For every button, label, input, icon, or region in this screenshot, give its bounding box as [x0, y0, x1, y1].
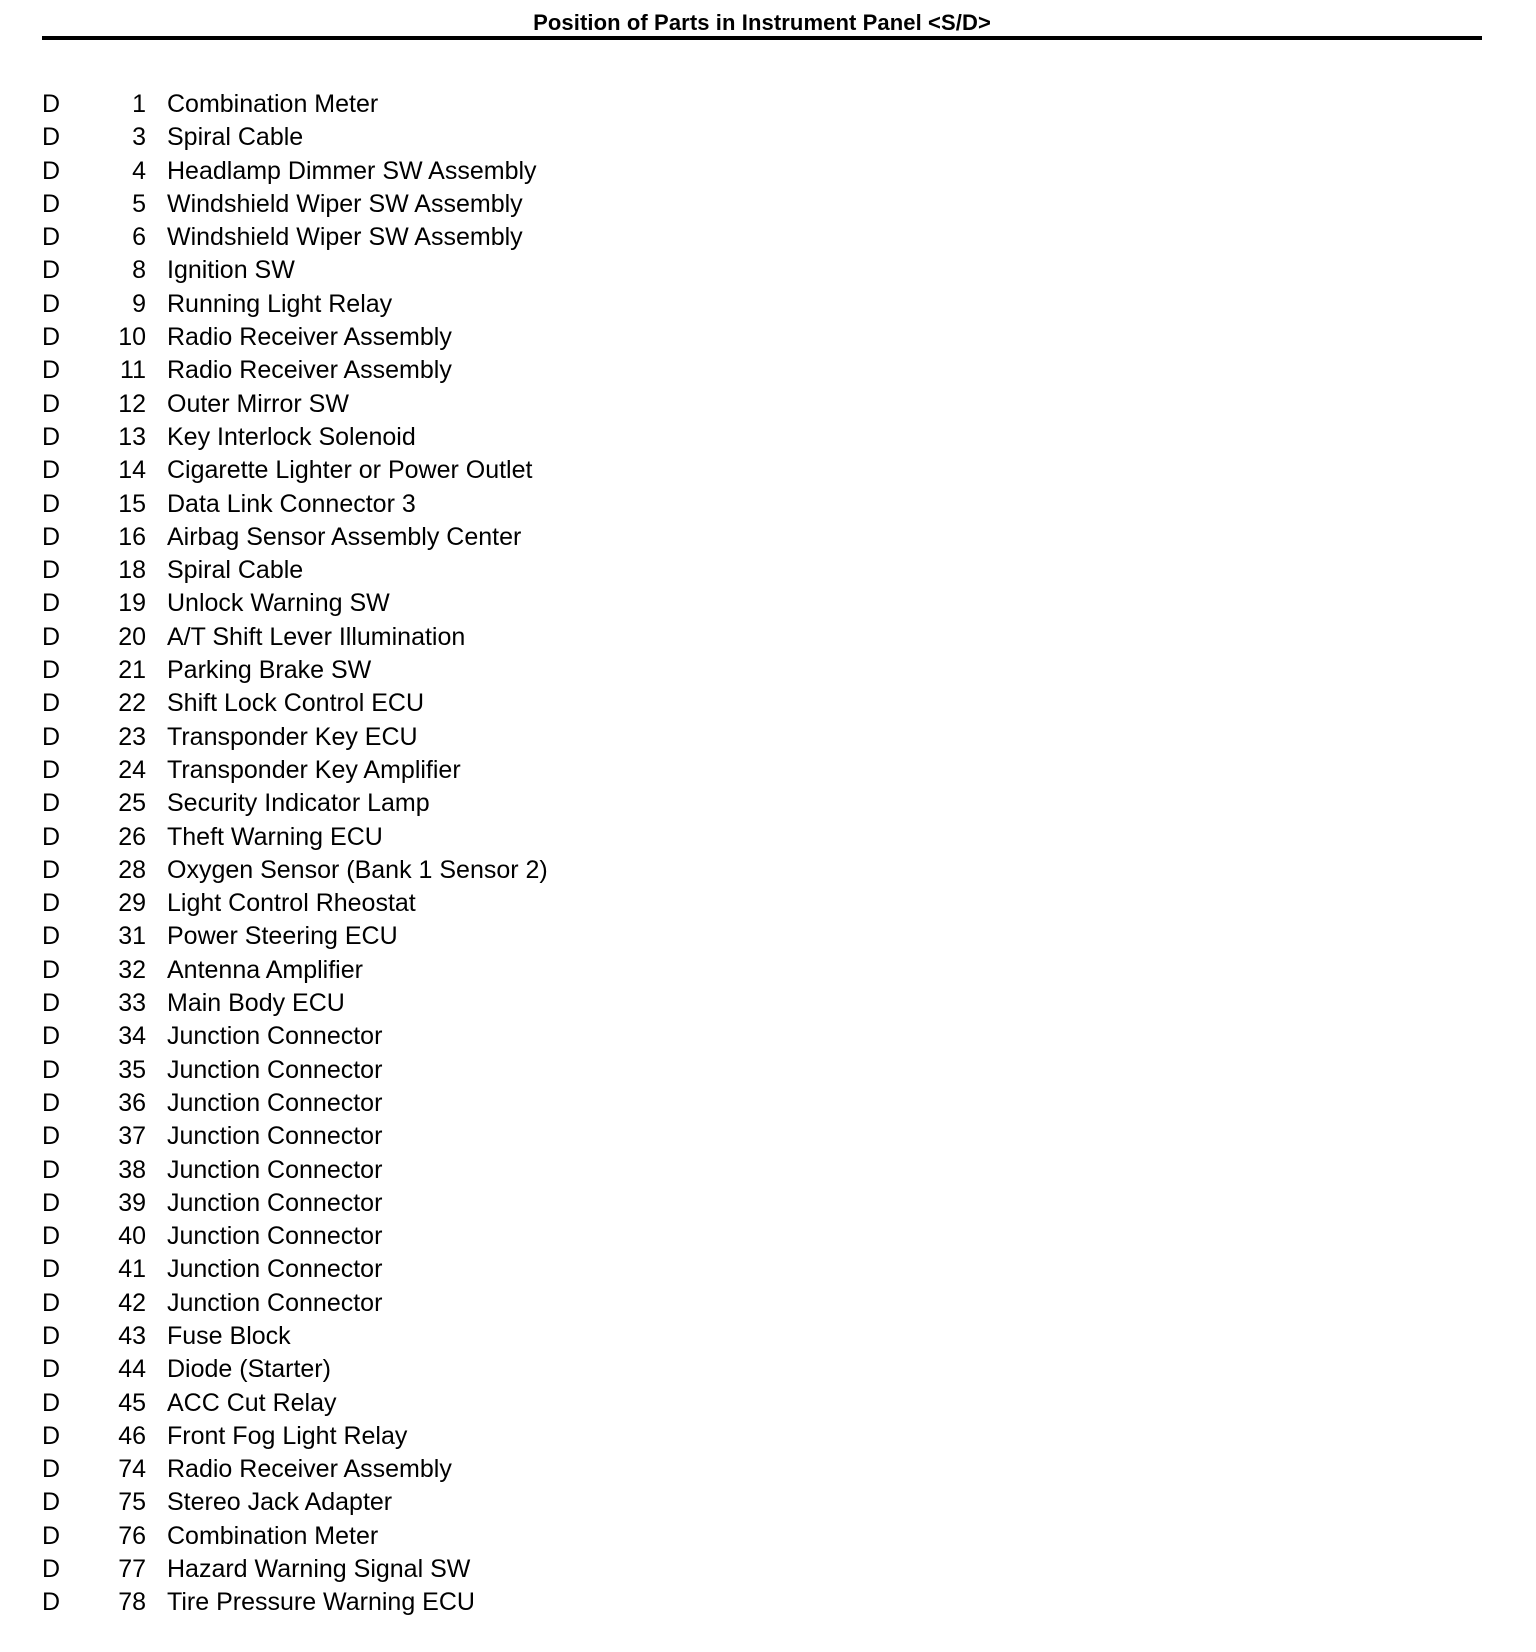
part-prefix: D — [42, 1488, 61, 1517]
part-number: 24 — [118, 755, 146, 784]
part-name: Power Steering ECU — [167, 922, 398, 951]
part-number: 38 — [118, 1155, 146, 1184]
part-prefix: D — [42, 1355, 61, 1384]
part-name: Tire Pressure Warning ECU — [167, 1588, 475, 1617]
part-row — [42, 1486, 842, 1519]
part-number: 12 — [118, 389, 146, 418]
part-row — [42, 654, 842, 687]
part-number: 45 — [118, 1388, 146, 1417]
part-prefix: D — [42, 1455, 61, 1484]
part-prefix: D — [42, 789, 61, 818]
part-prefix: D — [42, 889, 61, 918]
part-prefix: D — [42, 989, 61, 1018]
part-prefix: D — [42, 123, 61, 152]
part-number: 33 — [118, 989, 146, 1018]
part-number: 19 — [118, 589, 146, 618]
part-name: Junction Connector — [167, 1155, 383, 1184]
part-name: Running Light Relay — [167, 289, 393, 318]
part-number: 22 — [118, 689, 146, 718]
part-name: Light Control Rheostat — [167, 889, 416, 918]
part-number: 74 — [118, 1455, 146, 1484]
part-name: Fuse Block — [167, 1321, 291, 1350]
part-number: 6 — [132, 223, 146, 252]
part-number: 77 — [118, 1555, 146, 1584]
part-row — [42, 421, 842, 454]
part-name: Antenna Amplifier — [167, 955, 363, 984]
part-row — [42, 1287, 842, 1320]
part-number: 20 — [118, 622, 146, 651]
part-name: Junction Connector — [167, 1055, 383, 1084]
part-name: Junction Connector — [167, 1188, 383, 1217]
part-prefix: D — [42, 90, 61, 118]
part-number: 4 — [132, 156, 146, 185]
title-rule — [42, 36, 1482, 40]
part-name: Windshield Wiper SW Assembly — [167, 223, 523, 252]
part-name: Data Link Connector 3 — [167, 489, 416, 518]
part-row — [42, 1020, 842, 1053]
part-row — [42, 488, 842, 521]
part-row — [42, 254, 842, 287]
part-prefix: D — [42, 722, 61, 751]
part-name: Junction Connector — [167, 1222, 383, 1251]
part-name: Hazard Warning Signal SW — [167, 1555, 471, 1584]
part-number: 23 — [118, 722, 146, 751]
part-name: Transponder Key ECU — [167, 722, 418, 751]
page-header — [42, 0, 1482, 40]
part-name: Outer Mirror SW — [167, 389, 349, 418]
part-name: Junction Connector — [167, 1255, 383, 1284]
part-prefix: D — [42, 1055, 61, 1084]
part-prefix: D — [42, 1288, 61, 1317]
part-row — [42, 1520, 842, 1553]
part-name: Windshield Wiper SW Assembly — [167, 189, 523, 218]
part-name: Cigarette Lighter or Power Outlet — [167, 456, 533, 485]
part-row — [42, 621, 842, 654]
part-row — [42, 155, 842, 188]
part-prefix: D — [42, 822, 61, 851]
part-prefix: D — [42, 1122, 61, 1151]
part-row — [42, 1187, 842, 1220]
part-number: 8 — [132, 256, 146, 285]
part-name: Combination Meter — [167, 1521, 379, 1550]
part-prefix: D — [42, 522, 61, 551]
part-number: 13 — [118, 422, 146, 451]
part-prefix: D — [42, 1255, 61, 1284]
part-row — [42, 288, 842, 321]
part-prefix: D — [42, 855, 61, 884]
part-number: 26 — [118, 822, 146, 851]
part-name: Front Fog Light Relay — [167, 1421, 408, 1450]
part-number: 40 — [118, 1222, 146, 1251]
part-row — [42, 987, 842, 1020]
part-prefix: D — [42, 1388, 61, 1417]
part-number: 75 — [118, 1488, 146, 1517]
part-row — [42, 721, 842, 754]
part-prefix: D — [42, 955, 61, 984]
part-number: 31 — [118, 922, 146, 951]
part-prefix: D — [42, 1521, 61, 1550]
part-name: Shift Lock Control ECU — [167, 689, 425, 718]
part-prefix: D — [42, 656, 61, 685]
part-name: Key Interlock Solenoid — [167, 422, 416, 451]
part-name: Junction Connector — [167, 1022, 383, 1051]
part-row — [42, 1220, 842, 1253]
part-prefix: D — [42, 1421, 61, 1450]
part-row — [42, 920, 842, 953]
part-number: 15 — [118, 489, 146, 518]
part-name: Junction Connector — [167, 1288, 383, 1317]
part-prefix: D — [42, 1188, 61, 1217]
part-row — [42, 887, 842, 920]
part-name: Oxygen Sensor (Bank 1 Sensor 2) — [167, 855, 548, 884]
part-prefix: D — [42, 422, 61, 451]
part-prefix: D — [42, 1022, 61, 1051]
part-row — [42, 587, 842, 620]
part-name: Parking Brake SW — [167, 656, 372, 685]
part-number: 28 — [118, 855, 146, 884]
part-prefix: D — [42, 323, 61, 352]
part-prefix: D — [42, 489, 61, 518]
part-number: 16 — [118, 522, 146, 551]
part-prefix: D — [42, 1155, 61, 1184]
part-row — [42, 1253, 842, 1286]
part-number: 35 — [118, 1055, 146, 1084]
part-row — [42, 1420, 842, 1453]
part-row — [42, 1120, 842, 1153]
part-name: Airbag Sensor Assembly Center — [167, 522, 522, 551]
part-row — [42, 121, 842, 154]
page-title: Position of Parts in Instrument Panel <S/D> — [533, 10, 991, 35]
part-prefix: D — [42, 922, 61, 951]
part-row — [42, 554, 842, 587]
part-prefix: D — [42, 589, 61, 618]
part-row — [42, 1353, 842, 1386]
part-number: 43 — [118, 1321, 146, 1350]
part-name: Radio Receiver Assembly — [167, 1455, 452, 1484]
part-row — [42, 1553, 842, 1586]
part-number: 3 — [132, 123, 146, 152]
part-prefix: D — [42, 1321, 61, 1350]
part-name: Security Indicator Lamp — [167, 789, 430, 818]
part-prefix: D — [42, 689, 61, 718]
part-name: ACC Cut Relay — [167, 1388, 337, 1417]
part-number: 44 — [118, 1355, 146, 1384]
part-name: Junction Connector — [167, 1088, 383, 1117]
part-number: 76 — [118, 1521, 146, 1550]
part-row — [42, 1320, 842, 1353]
part-name: Spiral Cable — [167, 123, 304, 152]
part-name: Stereo Jack Adapter — [167, 1488, 393, 1517]
part-row — [42, 454, 842, 487]
part-row — [42, 1054, 842, 1087]
part-prefix: D — [42, 1555, 61, 1584]
part-row — [42, 854, 842, 887]
part-number: 25 — [118, 789, 146, 818]
part-number: 9 — [132, 289, 146, 318]
part-row — [42, 88, 842, 121]
part-prefix: D — [42, 755, 61, 784]
part-row — [42, 221, 842, 254]
part-prefix: D — [42, 156, 61, 185]
part-prefix: D — [42, 256, 61, 285]
part-number: 18 — [118, 556, 146, 585]
part-row — [42, 1087, 842, 1120]
part-name: A/T Shift Lever Illumination — [167, 622, 466, 651]
part-row — [42, 1586, 842, 1619]
part-name: Main Body ECU — [167, 989, 345, 1018]
part-row — [42, 188, 842, 221]
part-name: Combination Meter — [167, 90, 379, 118]
part-number: 29 — [118, 889, 146, 918]
part-row — [42, 754, 842, 787]
part-prefix: D — [42, 556, 61, 585]
part-name: Theft Warning ECU — [167, 822, 383, 851]
part-number: 21 — [118, 656, 146, 685]
part-name: Ignition SW — [167, 256, 295, 285]
part-number: 10 — [118, 323, 146, 352]
part-number: 11 — [120, 356, 146, 385]
part-prefix: D — [42, 1088, 61, 1117]
part-row — [42, 321, 842, 354]
part-row — [42, 954, 842, 987]
part-name: Transponder Key Amplifier — [167, 755, 461, 784]
part-number: 32 — [118, 955, 146, 984]
parts-list — [42, 88, 842, 1620]
part-row — [42, 388, 842, 421]
part-name: Headlamp Dimmer SW Assembly — [167, 156, 537, 185]
part-number: 5 — [132, 189, 146, 218]
part-name: Radio Receiver Assembly — [167, 323, 452, 352]
part-number: 41 — [118, 1255, 146, 1284]
part-prefix: D — [42, 223, 61, 252]
part-row — [42, 354, 842, 387]
part-number: 46 — [118, 1421, 146, 1450]
part-prefix: D — [42, 289, 61, 318]
part-prefix: D — [42, 389, 61, 418]
part-number: 36 — [118, 1088, 146, 1117]
part-number: 39 — [118, 1188, 146, 1217]
part-number: 42 — [118, 1288, 146, 1317]
part-name: Radio Receiver Assembly — [167, 356, 452, 385]
part-row — [42, 821, 842, 854]
part-number: 78 — [118, 1588, 146, 1617]
part-name: Diode (Starter) — [167, 1355, 331, 1384]
part-prefix: D — [42, 1588, 61, 1617]
part-number: 1 — [132, 90, 146, 118]
part-name: Unlock Warning SW — [167, 589, 390, 618]
part-prefix: D — [42, 189, 61, 218]
part-row — [42, 1154, 842, 1187]
part-prefix: D — [42, 456, 61, 485]
part-number: 37 — [118, 1122, 146, 1151]
part-row — [42, 521, 842, 554]
part-row — [42, 787, 842, 820]
part-number: 14 — [118, 456, 146, 485]
part-row — [42, 1453, 842, 1486]
part-prefix: D — [42, 1222, 61, 1251]
part-number: 34 — [118, 1022, 146, 1051]
part-row — [42, 687, 842, 720]
part-prefix: D — [42, 622, 61, 651]
part-name: Junction Connector — [167, 1122, 383, 1151]
part-row — [42, 1387, 842, 1420]
part-prefix: D — [42, 356, 61, 385]
part-name: Spiral Cable — [167, 556, 304, 585]
